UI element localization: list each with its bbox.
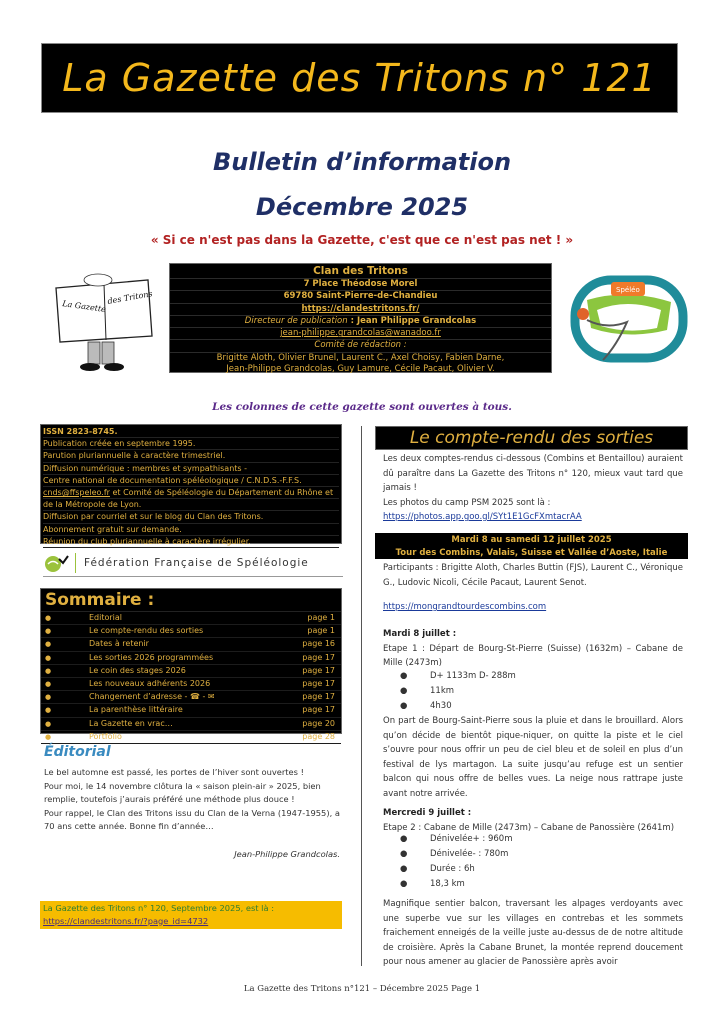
committee-members-line1: Brigitte Aloth, Olivier Brunel, Laurent C., Axel Choisy, Fabien Darne, bbox=[216, 352, 505, 363]
toc-title: Sommaire : bbox=[41, 589, 341, 612]
svg-text:La Gazette: La Gazette bbox=[61, 299, 107, 315]
report-intro: Les deux comptes-rendus ci-dessous (Combins et Bentaillou) auraient dû paraître dans La Gazette des Tritons n° 120, mieux vaut tard que jamais ! Les photos du camp PSM 2025 sont là : https://photos.app.goo.gl/SYt1E1GcFXmtacrAA bbox=[383, 454, 683, 522]
masthead bbox=[41, 43, 678, 113]
issue-date: Décembre 2025 bbox=[255, 193, 469, 221]
trip-participants: Participants : Brigitte Aloth, Charles Buttin (FJS), Laurent C., Véronique G., Ludovic Nicoli, Cécile Pacaut, Laurent Senot. bbox=[383, 563, 683, 588]
toc-item[interactable]: ● Changement d’adresse - ☎ - ✉ page 17 bbox=[41, 691, 341, 704]
ffs-logo bbox=[43, 550, 343, 577]
day1-stats: ● D+ 1133m D- 288m ● 11km ● 4h30 bbox=[400, 671, 516, 711]
previous-issue-link[interactable]: https://clandestritons.fr/?page_id=4732 bbox=[43, 915, 209, 926]
gazette-reader-logo bbox=[48, 266, 158, 374]
page-footer: La Gazette des Tritons n°121 – Décembre 2025 Page 1 bbox=[243, 984, 481, 994]
trip-place: Tour des Combins, Valais, Suisse et Vallée d’Aoste, Italie bbox=[395, 547, 668, 558]
cnds-email-link[interactable]: cnds@ffspeleo.fr bbox=[43, 488, 110, 498]
day2-stage: Etape 2 : Cabane de Mille (2473m) – Cabane de Panossière (2641m) bbox=[383, 822, 675, 833]
day1-text: On part de Bourg-Saint-Pierre sous la pluie et dans le brouillard. Alors qu’on décide de bientôt pique-niquer, on quitte la piste et le ciel s’ouvre pour nous offrir un peu de ciel bleu et de soleil en plus d’un festival de lys martagon. La suite jusqu’au refuge est un sentier balcon qui nous offre de belles vues. La neige nous rattrape juste avant notre arrivée. bbox=[383, 716, 683, 799]
director-name: Jean Philippe Grandcolas bbox=[356, 315, 477, 326]
bulletin-subtitle: Bulletin d’information bbox=[212, 148, 512, 176]
info-line: Parution pluriannuelle à caractère trimestriel. bbox=[43, 450, 339, 462]
day2-title: Mercredi 9 juillet : bbox=[383, 808, 472, 818]
svg-text:des Tritons: des Tritons bbox=[106, 289, 154, 306]
ffs-emblem-icon bbox=[43, 553, 69, 573]
director-label: Directeur de publication bbox=[244, 315, 348, 326]
trip-website-link[interactable]: https://mongrandtourdescombins.com bbox=[383, 602, 547, 612]
info-line: Réunion du club pluriannuelle à caractère irrégulier. bbox=[43, 536, 339, 548]
toc-item[interactable]: ● Dates à retenir page 16 bbox=[41, 638, 341, 651]
toc-item[interactable]: ● Editorial page 1 bbox=[41, 612, 341, 625]
editorial-heading: Éditorial bbox=[44, 744, 111, 760]
toc-item[interactable]: ● Le compte-rendu des sorties page 1 bbox=[41, 625, 341, 638]
day2-stats: ● Dénivelée+ : 960m ● Dénivelée- : 780m ● Durée : 6h ● 18,3 km bbox=[400, 834, 513, 889]
info-line: Publication créée en septembre 1995. bbox=[43, 438, 339, 450]
committee-label: Comité de rédaction : bbox=[170, 340, 551, 352]
column-divider bbox=[361, 426, 362, 966]
day1-stage: Etape 1 : Départ de Bourg-St-Pierre (Suisse) (1632m) – Cabane de Mille (2473m) bbox=[383, 643, 683, 668]
issn: ISSN 2823-8745. bbox=[43, 426, 339, 438]
club-name: Clan des Tritons bbox=[170, 265, 551, 279]
info-line: Diffusion par courriel et sur le blog du Clan des Tritons. bbox=[43, 511, 339, 523]
ffs-name: Fédération Française de Spéléologie bbox=[84, 557, 309, 569]
speleo-carabiner-logo bbox=[567, 270, 691, 370]
table-of-contents bbox=[40, 588, 342, 741]
info-line: de la Métropole de Lyon. bbox=[43, 499, 339, 511]
club-website-link[interactable]: https://clandestritons.fr/ bbox=[301, 303, 420, 314]
photos-link[interactable]: https://photos.app.goo.gl/SYt1E1GcFXmtacrAA bbox=[383, 512, 582, 522]
committee-members-line2: Jean-Philippe Grandcolas, Guy Lamure, Cécile Pacaut, Olivier V. bbox=[226, 364, 495, 375]
info-line: Centre national de documentation spéléologique / C.N.D.S.-F.F.S. bbox=[43, 475, 339, 487]
editorial-signature: Jean-Philippe Grandcolas. bbox=[234, 849, 340, 859]
toc-item[interactable]: ● La parenthèse littéraire page 17 bbox=[41, 704, 341, 717]
open-columns-note: Les colonnes de cette gazette sont ouvertes à tous. bbox=[212, 401, 512, 413]
slogan: « Si ce n'est pas dans la Gazette, c'est que ce n'est pas net ! » bbox=[150, 233, 574, 247]
director-email-link[interactable]: jean-philippe.grandcolas@wanadoo.fr bbox=[280, 328, 441, 339]
trip-header bbox=[375, 533, 688, 559]
day1-block bbox=[383, 627, 683, 671]
toc-item[interactable]: ● Portfolio page 28 bbox=[41, 731, 341, 744]
previous-issue-text: La Gazette des Tritons n° 120, Septembre 2025, est là : bbox=[43, 903, 275, 913]
speleo-logo-label: Spéléo bbox=[616, 286, 640, 294]
info-line: Diffusion numérique : membres et sympathisants - bbox=[43, 463, 339, 475]
info-line: cnds@ffspeleo.fr et Comité de Spéléologie du Département du Rhône et bbox=[43, 487, 339, 499]
club-address-city: 69780 Saint-Pierre-de-Chandieu bbox=[170, 291, 551, 303]
trip-dates: Mardi 8 au samedi 12 juillet 2025 bbox=[451, 535, 612, 545]
masthead-title: La Gazette des Tritons n° 121 bbox=[62, 56, 657, 100]
toc-item[interactable]: ● Les nouveaux adhérents 2026 page 17 bbox=[41, 678, 341, 691]
toc-item[interactable]: ● Le coin des stages 2026 page 17 bbox=[41, 665, 341, 678]
club-info-box: Clan des Tritons 7 Place Théodose Morel 69780 Saint-Pierre-de-Chandieu https://clandestritons.fr/ Directeur de publication : Jean Philippe Grandcolas jean-philippe.grandcolas@wanadoo.fr Comité de rédaction : Brigitte Aloth, Olivier Brunel, Laurent C., Axel Choisy, Fabien Darne, Jean-Philippe Grandcolas, Guy Lamure, Cécile Pacaut, Olivier V. bbox=[169, 263, 552, 373]
toc-item[interactable]: ● Les sorties 2026 programmées page 17 bbox=[41, 652, 341, 665]
info-line: Abonnement gratuit sur demande. bbox=[43, 524, 339, 536]
previous-issue-box bbox=[40, 901, 342, 929]
club-address-street: 7 Place Théodose Morel bbox=[170, 279, 551, 291]
toc-item[interactable]: ● La Gazette en vrac… page 20 bbox=[41, 718, 341, 731]
day1-title: Mardi 8 juillet : bbox=[383, 629, 457, 639]
day2-block bbox=[383, 806, 683, 835]
publication-info-box bbox=[40, 424, 342, 544]
report-section-title: Le compte-rendu des sorties bbox=[375, 426, 688, 450]
day2-text: Magnifique sentier balcon, traversant les alpages verdoyants avec une superbe vue sur les villages en contrebas et les sommets fraichement enneigés de la veille juste au-dessus de de notre altitude de croisière. Après la Cabane Brunet, la montée reprend doucement pour nous amener au glacier de Panossière après avoir bbox=[383, 899, 683, 967]
editorial-body: Le bel automne est passé, les portes de l’hiver sont ouvertes ! Pour moi, le 14 novembre clôtura la « saison plein-air » 2025, bien remplie, toutefois j’aurais préféré une méthode plus douce ! Pour rappel, le Clan des Tritons issu du Clan de la Verna (1947-1955), a 70 ans cette année. Bonne fin d’année… bbox=[44, 767, 340, 832]
